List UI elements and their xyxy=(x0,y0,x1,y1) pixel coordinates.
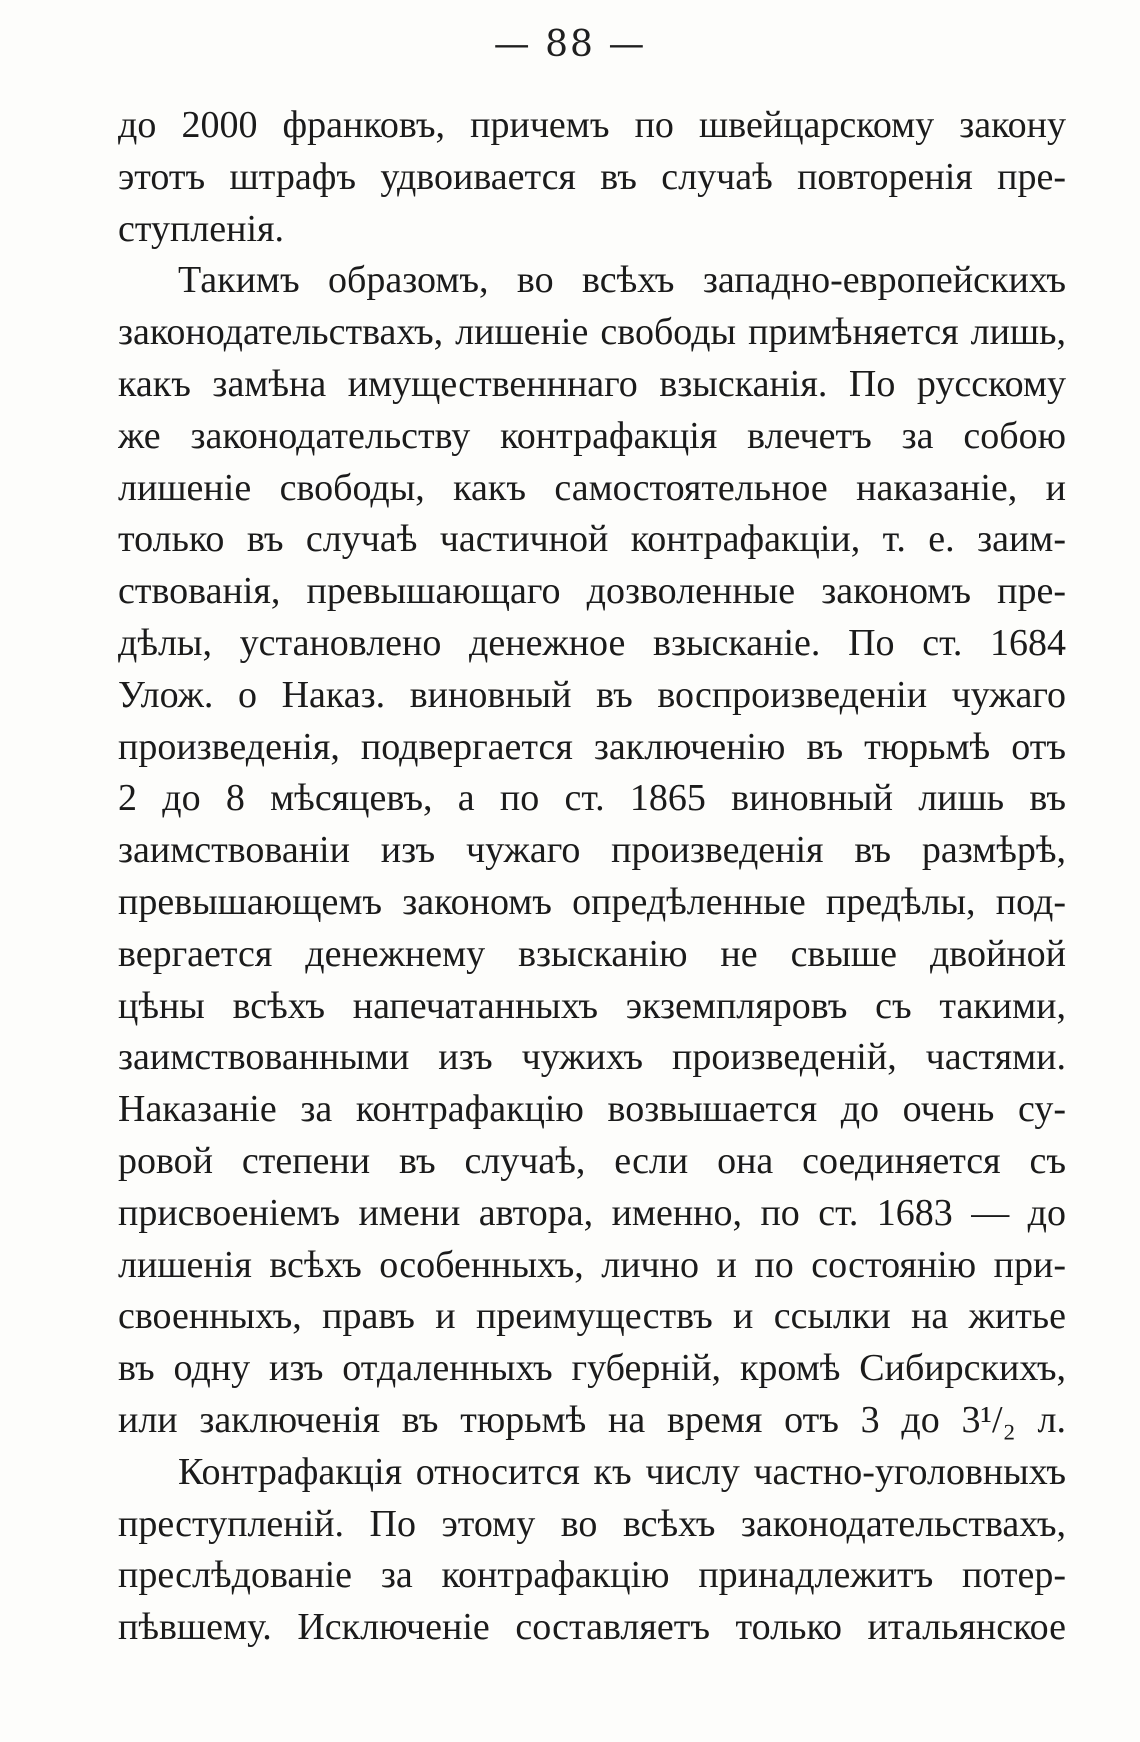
text-line: Улож. о Наказ. виновный въ воспроизведеніи чужаго xyxy=(118,673,1066,716)
text-line: въ одну изъ отдаленныхъ губерній, кромѣ Сибирскихъ, xyxy=(118,1347,1066,1390)
text-line: только въ случаѣ частичной контрафакціи, т. е. заим- xyxy=(118,518,1066,561)
text-line: же законодательству контрафакція влечетъ за собою xyxy=(118,414,1066,457)
text-line: Наказаніе за контрафакцію возвышается до очень су- xyxy=(118,1088,1066,1131)
text-line: 2 до 8 мѣсяцевъ, а по ст. 1865 виновный лишь въ xyxy=(118,777,1066,820)
text-line: пѣвшему. Исключеніе составляетъ только итальянское xyxy=(118,1606,1066,1649)
text-line: вергается денежнему взысканію не свыше двойной xyxy=(118,932,1066,975)
text-line: этотъ штрафъ удвоивается въ случаѣ повторенія пре- xyxy=(118,155,1066,198)
text-line: присвоеніемъ имени автора, именно, по ст. 1683 — до xyxy=(118,1191,1066,1234)
text-line: дѣлы, установлено денежное взысканіе. По ст. 1684 xyxy=(118,621,1066,664)
body-text xyxy=(118,100,1066,1654)
text-line: превышающемъ закономъ опредѣленные предѣлы, под- xyxy=(118,880,1066,923)
page-number: — 88 — xyxy=(493,24,647,65)
text-line: законодательствахъ, лишеніе свободы примѣняется лишь, xyxy=(118,311,1066,354)
text-line: произведенія, подвергается заключенію въ тюрьмѣ отъ xyxy=(118,725,1066,768)
text-line: лишеніе свободы, какъ самостоятельное наказаніе, и xyxy=(118,466,1066,509)
text-line: заимствованными изъ чужихъ произведеній, частями. xyxy=(118,1036,1066,1079)
text-line: преступленій. По этому во всѣхъ законодательствахъ, xyxy=(118,1502,1066,1545)
text-line: заимствованіи изъ чужаго произведенія въ размѣрѣ, xyxy=(118,829,1066,872)
text-line: какъ замѣна имущественннаго взысканія. По русскому xyxy=(118,362,1066,405)
text-line: Контрафакція относится къ числу частно-уголовныхъ xyxy=(178,1450,1066,1493)
text-line: ровой степени въ случаѣ, если она соединяется съ xyxy=(118,1139,1066,1182)
text-line: ствованія, превышающаго дозволенные закономъ пре- xyxy=(118,570,1066,613)
text-line: до 2000 франковъ, причемъ по швейцарскому закону xyxy=(118,104,1066,146)
text-line: или заключенія въ тюрьмѣ на время отъ 3 до 3¹/₂ л. xyxy=(118,1398,1066,1441)
text-line: цѣны всѣхъ напечатанныхъ экземпляровъ съ такими, xyxy=(118,984,1066,1027)
text-line: ступленія. xyxy=(118,207,285,250)
text-line: Такимъ образомъ, во всѣхъ западно-европейскихъ xyxy=(178,259,1066,302)
text-line: своенныхъ, правъ и преимуществъ и ссылки на житье xyxy=(118,1295,1066,1338)
text-line: лишенія всѣхъ особенныхъ, лично и по состоянію при- xyxy=(118,1243,1066,1286)
text-line: преслѣдованіе за контрафакцію принадлежитъ потер- xyxy=(118,1554,1066,1597)
